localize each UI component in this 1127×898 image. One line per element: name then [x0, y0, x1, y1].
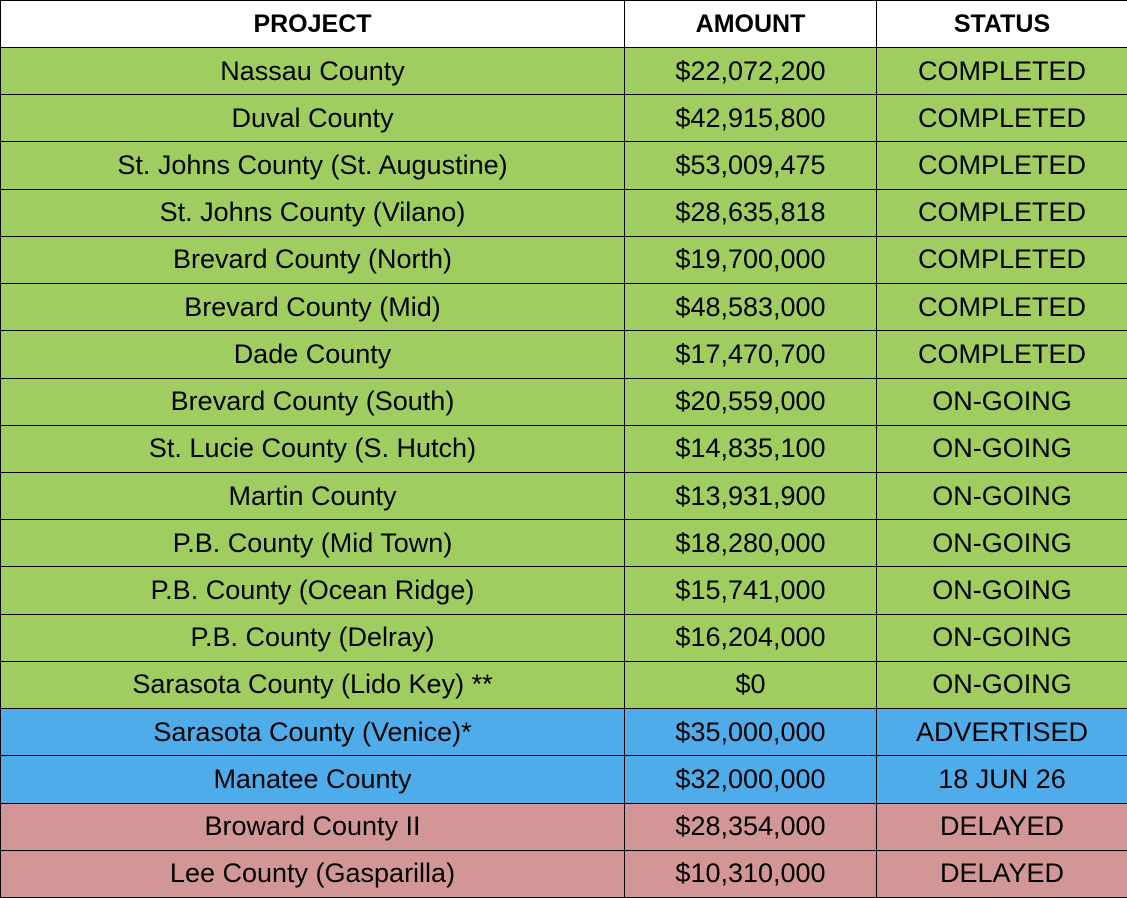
project-cell: St. Johns County (St. Augustine) [1, 142, 625, 189]
status-cell: ON-GOING [877, 567, 1127, 614]
amount-cell: $15,741,000 [625, 567, 877, 614]
amount-cell: $10,310,000 [625, 850, 877, 897]
project-cell: Brevard County (North) [1, 236, 625, 283]
status-cell: COMPLETED [877, 236, 1127, 283]
table-row [1, 284, 1127, 331]
project-cell: Lee County (Gasparilla) [1, 850, 625, 897]
project-cell: Dade County [1, 331, 625, 378]
table-row [1, 378, 1127, 425]
table-row [1, 567, 1127, 614]
project-cell: P.B. County (Delray) [1, 614, 625, 661]
status-cell: COMPLETED [877, 142, 1127, 189]
amount-cell: $48,583,000 [625, 284, 877, 331]
amount-cell: $53,009,475 [625, 142, 877, 189]
project-cell: Nassau County [1, 48, 625, 95]
amount-cell: $22,072,200 [625, 48, 877, 95]
status-cell: DELAYED [877, 803, 1127, 850]
status-cell: ADVERTISED [877, 709, 1127, 756]
table-row [1, 850, 1127, 897]
project-cell: Manatee County [1, 756, 625, 803]
amount-cell: $28,354,000 [625, 803, 877, 850]
amount-cell: $17,470,700 [625, 331, 877, 378]
status-cell: ON-GOING [877, 425, 1127, 472]
status-cell: DELAYED [877, 850, 1127, 897]
amount-cell: $20,559,000 [625, 378, 877, 425]
project-column-header: PROJECT [1, 1, 625, 48]
status-column-header: STATUS [877, 1, 1127, 48]
table-row [1, 189, 1127, 236]
table-row [1, 520, 1127, 567]
amount-cell: $14,835,100 [625, 425, 877, 472]
status-cell: COMPLETED [877, 189, 1127, 236]
header-row [1, 1, 1127, 48]
status-cell: COMPLETED [877, 284, 1127, 331]
status-cell: COMPLETED [877, 95, 1127, 142]
amount-cell: $32,000,000 [625, 756, 877, 803]
status-cell: 18 JUN 26 [877, 756, 1127, 803]
status-cell: ON-GOING [877, 378, 1127, 425]
project-cell: Duval County [1, 95, 625, 142]
table-row [1, 614, 1127, 661]
status-cell: COMPLETED [877, 48, 1127, 95]
status-cell: ON-GOING [877, 472, 1127, 519]
table-row [1, 331, 1127, 378]
amount-cell: $16,204,000 [625, 614, 877, 661]
status-cell: COMPLETED [877, 331, 1127, 378]
project-cell: Broward County II [1, 803, 625, 850]
table-row [1, 803, 1127, 850]
table-row [1, 95, 1127, 142]
table-row [1, 142, 1127, 189]
project-cell: Brevard County (South) [1, 378, 625, 425]
status-cell: ON-GOING [877, 614, 1127, 661]
project-cell: P.B. County (Mid Town) [1, 520, 625, 567]
amount-cell: $0 [625, 661, 877, 708]
amount-cell: $42,915,800 [625, 95, 877, 142]
project-cell: Martin County [1, 472, 625, 519]
amount-cell: $35,000,000 [625, 709, 877, 756]
table-row [1, 709, 1127, 756]
project-cell: P.B. County (Ocean Ridge) [1, 567, 625, 614]
project-cell: St. Johns County (Vilano) [1, 189, 625, 236]
status-cell: ON-GOING [877, 520, 1127, 567]
amount-cell: $18,280,000 [625, 520, 877, 567]
project-cell: Brevard County (Mid) [1, 284, 625, 331]
status-cell: ON-GOING [877, 661, 1127, 708]
table-row [1, 236, 1127, 283]
amount-cell: $19,700,000 [625, 236, 877, 283]
table-row [1, 48, 1127, 95]
table-row [1, 425, 1127, 472]
amount-column-header: AMOUNT [625, 1, 877, 48]
amount-cell: $13,931,900 [625, 472, 877, 519]
project-cell: Sarasota County (Lido Key) ** [1, 661, 625, 708]
table-row [1, 661, 1127, 708]
table-row [1, 756, 1127, 803]
project-cell: St. Lucie County (S. Hutch) [1, 425, 625, 472]
table-row [1, 472, 1127, 519]
amount-cell: $28,635,818 [625, 189, 877, 236]
project-cell: Sarasota County (Venice)* [1, 709, 625, 756]
